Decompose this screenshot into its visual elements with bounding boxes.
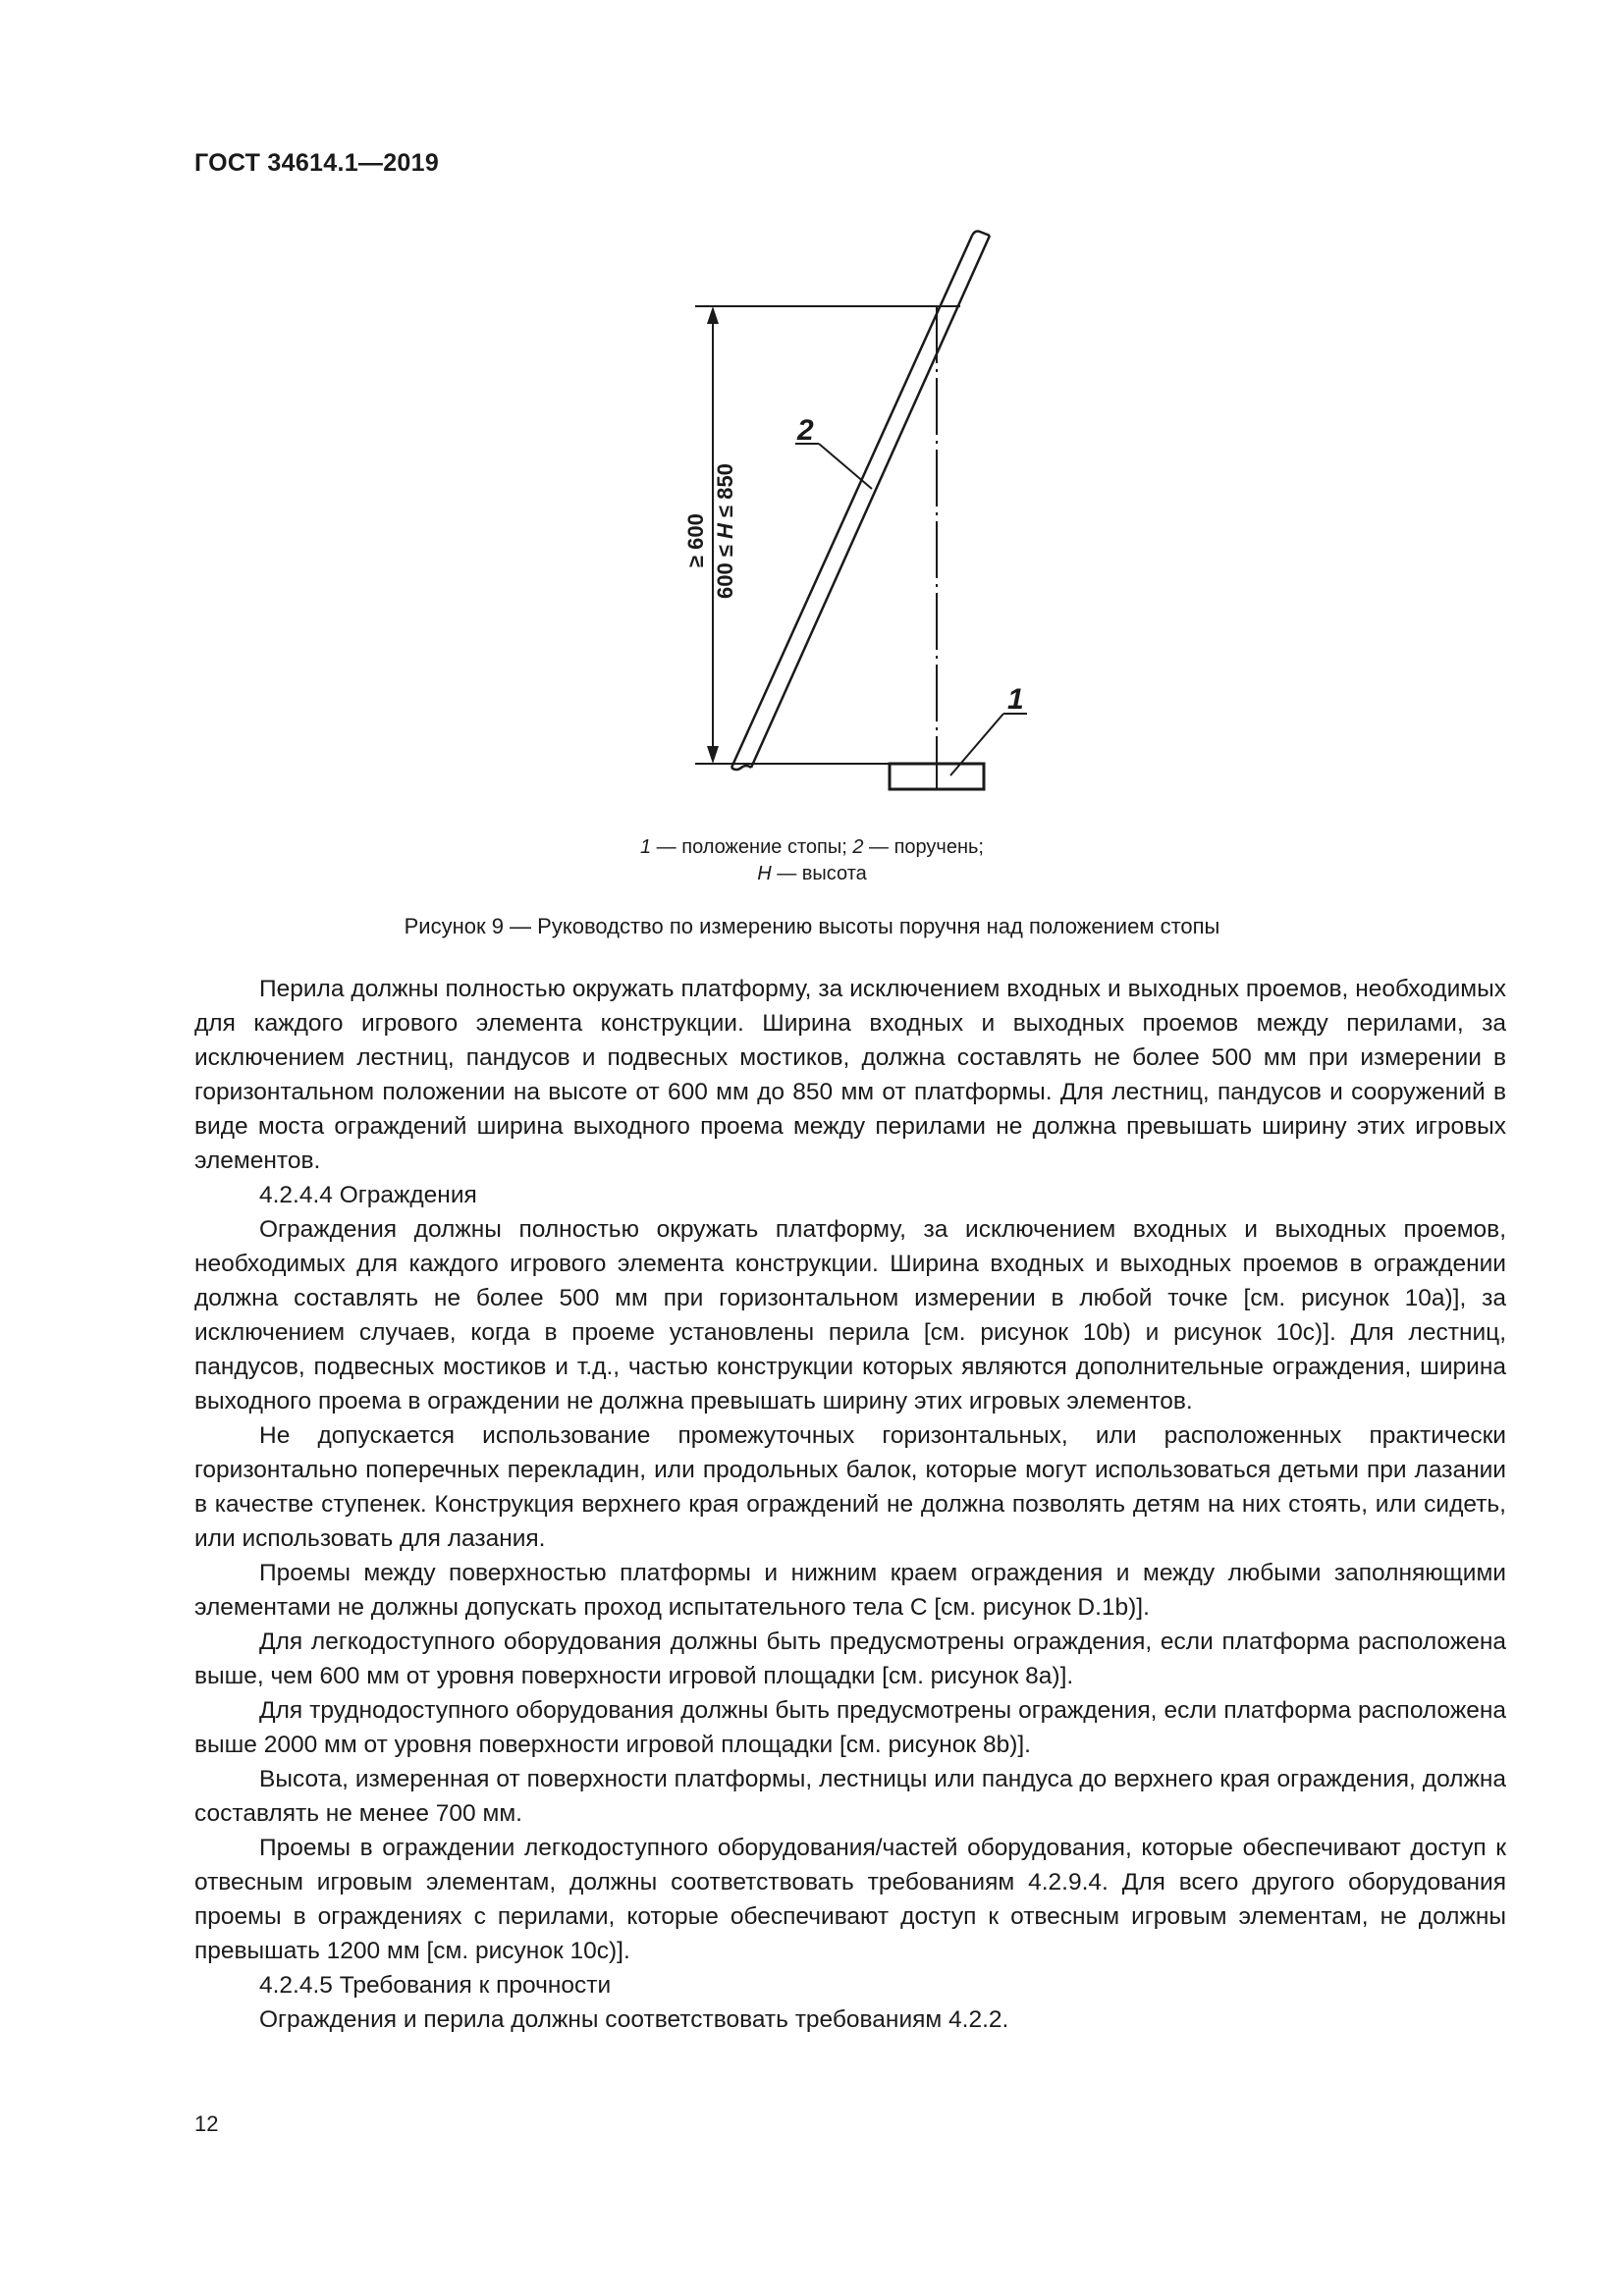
paragraph: Не допускается использование промежуточных горизонтальных, или расположенных практически горизонтально поперечных перекладин, или продольных балок, которые могут использоваться детьми при лазании в качестве ступенек. Конструкция верхнего края ограждений не должна позволять детям на них стоять, или сидеть, или использовать для лазания. <box>194 1422 1506 1552</box>
page-number: 12 <box>194 2111 219 2136</box>
paragraph: Проемы в ограждении легкодоступного оборудования/частей оборудования, которые обеспечивают доступ к отвесным игровым элементам, должны соответствовать требованиям 4.2.9.4. Для всего другого оборудования проемы в ограждениях с перилами, которые обеспечивают доступ к отвесным игровым элементам, не должны превышать 1200 мм [см. рисунок 10с)]. <box>194 1835 1506 1964</box>
dimension-inner-label: 600 ≤ H ≤ 850 <box>713 463 737 599</box>
document-header: ГОСТ 34614.1—2019 <box>194 149 440 177</box>
paragraph: Перила должны полностью окружать платформу, за исключением входных и выходных проемов, необходимых для каждого игрового элемента конструкции. Ширина входных и выходных проемов между перилами, за исключением лестниц, пандусов и подвесных мостиков, должна составлять не более 500 мм при измерении в горизонтальном положении на высоте от 600 мм до 850 мм от платформы. Для лестниц, пандусов и сооружений в виде моста ограждений ширина выходного проема между перилами не должна превышать ширину этих игровых элементов. <box>194 976 1506 1174</box>
figure-legend-line-2: H — высота <box>757 863 867 884</box>
paragraph: Высота, измеренная от поверхности платформы, лестницы или пандуса до верхнего края ограждения, должна составлять не менее 700 мм. <box>194 1766 1506 1827</box>
paragraph: Проемы между поверхностью платформы и нижним краем ограждения и между любыми заполняющими элементами не должны допускать проход испытательного тела С [см. рисунок D.1b)]. <box>194 1560 1506 1621</box>
section-heading-4-2-4-5: 4.2.4.5 Требования к прочности <box>259 1972 612 1999</box>
callout-1-label: 1 <box>1007 683 1024 716</box>
callout-2-leader <box>819 444 872 489</box>
dimension-arrow-bottom <box>707 746 719 764</box>
callout-2-label: 2 <box>797 414 814 447</box>
handrail-height-diagram <box>0 0 1624 883</box>
callout-1-leader <box>950 714 1003 775</box>
figure-caption: Рисунок 9 — Руководство по измерению высоты поручня над положением стопы <box>404 914 1220 938</box>
dimension-outer-label: ≥ 600 <box>683 513 708 567</box>
dimension-arrow-top <box>707 306 719 324</box>
paragraph: Ограждения должны полностью окружать платформу, за исключением входных и выходных проемов, необходимых для каждого игрового элемента конструкции. Ширина входных и выходных проемов в ограждении должна составлять не более 500 мм при горизонтальном измерении в любой точке [см. рисунок 10а)], за исключением случаев, когда в проеме установлены перила [см. рисунок 10b) и рисунок 10с)]. Для лестниц, пандусов, подвесных мостиков и т.д., частью конструкции которых являются дополнительные ограждения, ширина выходного проема в ограждении не должна превышать ширину этих игровых элементов. <box>194 1216 1506 1415</box>
handrail <box>731 232 990 771</box>
body-text <box>194 972 1506 2037</box>
section-heading-4-2-4-4: 4.2.4.4 Ограждения <box>259 1182 477 1208</box>
paragraph: Ограждения и перила должны соответствовать требованиям 4.2.2. <box>259 2006 1009 2033</box>
figure-legend-line-1: 1 — положение стопы; 2 — поручень; <box>640 836 984 858</box>
paragraph: Для легкодоступного оборудования должны быть предусмотрены ограждения, если платформа расположена выше, чем 600 мм от уровня поверхности игровой площадки [см. рисунок 8а)]. <box>194 1629 1506 1689</box>
paragraph: Для труднодоступного оборудования должны быть предусмотрены ограждения, если платформа расположена выше 2000 мм от уровня поверхности игровой площадки [см. рисунок 8b)]. <box>194 1697 1506 1758</box>
